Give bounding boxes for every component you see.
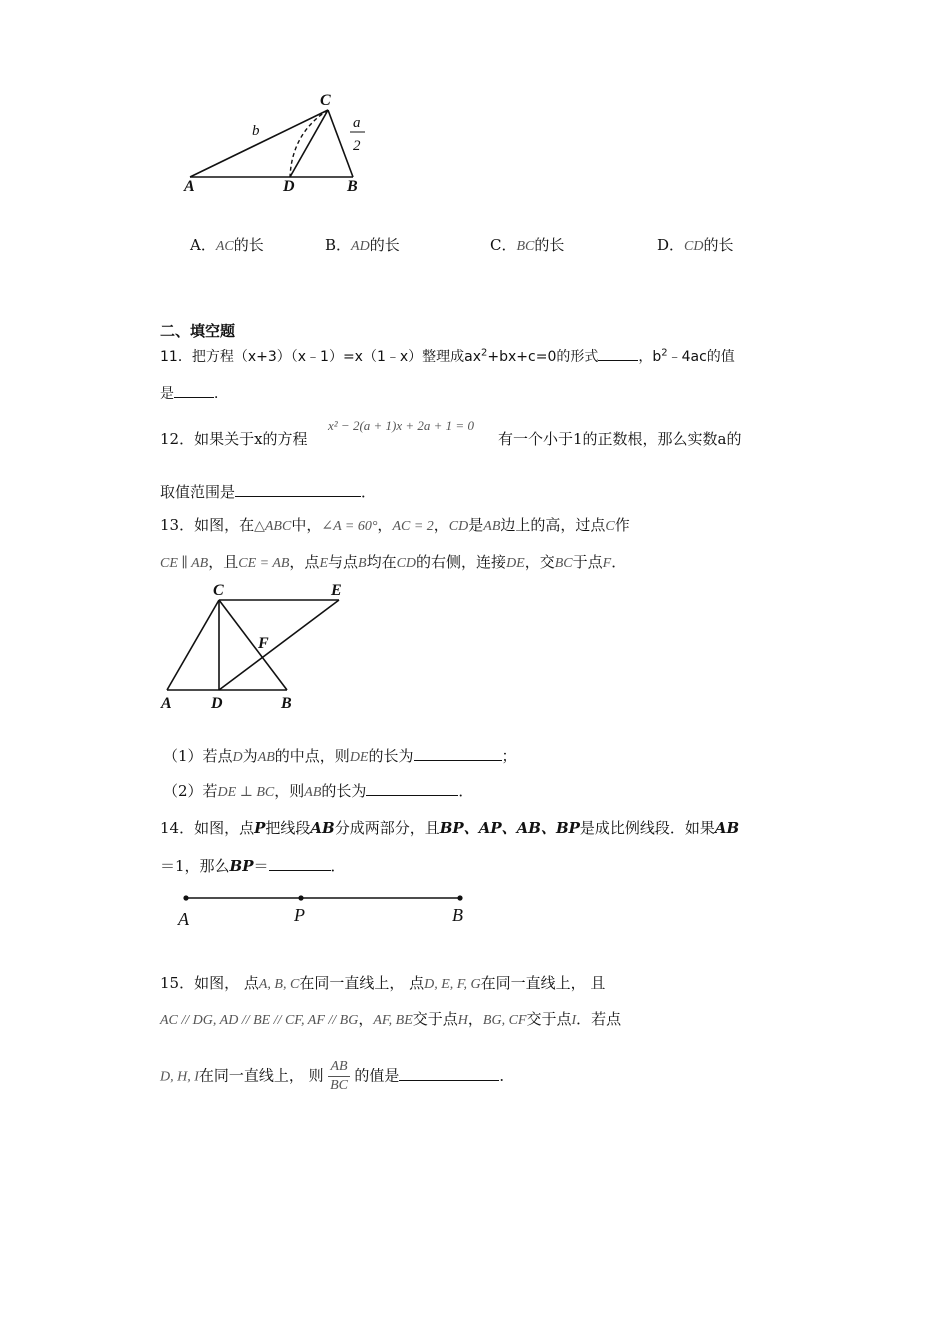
option-letter: A．	[190, 236, 216, 254]
q13-sub-t: 的长为	[368, 747, 414, 765]
q13-sub2	[163, 780, 473, 801]
q11-blank-2[interactable]	[174, 383, 214, 398]
q11-line1	[160, 346, 735, 366]
q15-number: 15．	[160, 974, 195, 992]
q14-point-b	[457, 895, 462, 900]
q10-option-c[interactable]	[490, 234, 564, 255]
q12-line1	[160, 428, 308, 449]
q13-m: DE	[506, 556, 525, 571]
q10-label-a-den: 2	[353, 138, 361, 154]
q13-sub-t: 为	[242, 747, 258, 765]
q10-label-d: D	[283, 178, 295, 195]
q13-m: AC = 2	[392, 519, 434, 534]
q13-sub-end: ；	[501, 747, 517, 765]
q11-text-2: +bx+c=0的形式	[487, 349, 599, 365]
q14-t: 分成两部分，且	[334, 819, 440, 837]
q10-option-b[interactable]	[325, 234, 400, 255]
q13-t: ，	[377, 516, 393, 534]
q12-text-a: 如果关于x的方程	[194, 430, 308, 448]
q13-sub-m: D	[232, 750, 243, 765]
option-letter: C．	[490, 236, 517, 254]
q13-m: E	[319, 556, 328, 571]
q11-sup-1: 2	[481, 347, 488, 359]
q11-text-3: ，b	[638, 349, 662, 365]
q15-fraction	[328, 1058, 349, 1095]
q15-blank[interactable]	[399, 1066, 499, 1081]
q13-sub-t: （2）若	[163, 782, 218, 800]
q15-frac-den: BC	[330, 1078, 348, 1093]
q13-blank-2[interactable]	[366, 781, 458, 796]
q14-m: AB	[714, 819, 740, 837]
q11-end: ．	[214, 386, 228, 402]
q14-blank[interactable]	[269, 856, 331, 871]
q13-line1	[160, 514, 630, 535]
q13-t: ，交	[524, 553, 555, 571]
q13-t: 的右侧，连接	[416, 553, 507, 571]
q13-sub-m: DE ⊥ BC	[217, 785, 275, 800]
q10-label-c: C	[320, 92, 331, 109]
q14-t: ＝1，那么	[160, 857, 230, 875]
q10-option-a[interactable]	[190, 234, 264, 255]
q14-t: 是成比例线段．如果	[579, 819, 715, 837]
q10-label-a-num: a	[353, 115, 361, 131]
q13-sub-t: 的长为	[321, 782, 367, 800]
q13-label-f: F	[258, 635, 269, 652]
q13-sub-m: AB	[257, 750, 275, 765]
q15-t: ，	[358, 1010, 374, 1028]
option-expr: AD	[351, 239, 370, 254]
q13-label-c: C	[213, 582, 224, 599]
q14-line1	[160, 817, 739, 838]
q10-label-b: B	[347, 178, 358, 195]
option-expr: BC	[516, 239, 535, 254]
q13-sub-m: AB	[304, 785, 322, 800]
q13-side-ac	[167, 600, 219, 690]
q10-label-side-b: b	[252, 123, 260, 139]
q11-text-4: ﹣4ac的值	[667, 349, 735, 365]
q13-m: CD	[448, 519, 469, 534]
option-expr: AC	[215, 239, 234, 254]
q15-m: D, H, I	[160, 1069, 199, 1085]
q14-label-a: A	[178, 909, 189, 929]
q14-segment-figure	[170, 888, 480, 933]
option-letter: D．	[657, 236, 685, 254]
q13-t: 如图，在	[194, 516, 255, 534]
q13-m: F	[602, 556, 612, 571]
q14-t: ＝	[253, 857, 269, 875]
q13-blank-1[interactable]	[414, 746, 502, 761]
option-suffix: 的长	[233, 236, 264, 254]
q13-t: 与点	[328, 553, 359, 571]
q13-m: ∠A = 60°	[321, 519, 378, 534]
q13-line2	[160, 551, 626, 572]
q15-m: AC // DG, AD // BE // CF, AF // BG	[160, 1013, 359, 1028]
q10-side-bc	[328, 110, 353, 177]
q14-end: ．	[330, 857, 346, 875]
q13-sub-m: DE	[349, 750, 369, 765]
q13-number: 13．	[160, 516, 195, 534]
q13-side-bc	[219, 600, 287, 690]
q13-t: 作	[614, 516, 630, 534]
q13-m: CE ∥ AB	[160, 556, 209, 571]
q14-t: 把线段	[265, 819, 311, 837]
q14-number: 14．	[160, 819, 195, 837]
q14-m: BP	[229, 857, 254, 875]
q15-t: 的值是	[354, 1066, 400, 1085]
q13-t: 均在	[366, 553, 397, 571]
q12-line2	[160, 481, 376, 502]
q13-t: 是	[468, 516, 484, 534]
option-suffix: 的长	[703, 236, 734, 254]
q15-line1	[160, 972, 605, 993]
q10-option-d[interactable]	[657, 234, 734, 255]
q13-sub1	[163, 745, 517, 766]
q13-sub-t: 的中点，则	[274, 747, 350, 765]
q11-blank-1[interactable]	[598, 346, 638, 361]
q13-label-b: B	[281, 695, 292, 712]
q15-t: ．若点	[576, 1010, 622, 1028]
q13-label-e: E	[331, 582, 342, 599]
option-letter: B．	[325, 236, 352, 254]
q14-line2	[160, 855, 346, 876]
q12-line2-text: 取值范围是	[160, 483, 236, 501]
q13-m: △ABC	[254, 519, 292, 534]
q15-line3	[160, 1058, 514, 1095]
q14-point-a	[183, 895, 188, 900]
option-suffix: 的长	[534, 236, 565, 254]
q12-text-b: 有一个小于1的正数根，那么实数a的	[498, 430, 742, 448]
q15-t: 交于点	[412, 1010, 458, 1028]
q13-sub-t: （1）若点	[163, 747, 233, 765]
q15-m: AF, BE	[373, 1013, 413, 1028]
option-expr: CD	[684, 239, 704, 254]
q10-triangle-figure	[170, 88, 380, 198]
q14-label-b: B	[452, 905, 463, 925]
q10-side-ac	[190, 110, 328, 177]
q15-frac-num: AB	[328, 1058, 349, 1077]
q12-end: ．	[361, 483, 377, 501]
q11-sup-2: 2	[661, 347, 668, 359]
q15-m: A, B, C	[258, 977, 300, 992]
q14-m: AB	[310, 819, 335, 837]
section-title: 二、填空题	[160, 322, 236, 340]
q11-number: 11．	[160, 349, 192, 365]
q13-t: 边上的高，过点	[500, 516, 606, 534]
q13-label-a: A	[161, 695, 172, 712]
q13-m: C	[605, 519, 615, 534]
q13-m: BC	[554, 556, 573, 571]
q15-m: D, E, F, G	[424, 977, 481, 992]
q12-number: 12．	[160, 430, 195, 448]
q13-t: ，	[433, 516, 449, 534]
q12-equation: x² − 2(a + 1)x + 2a + 1 = 0	[328, 418, 474, 433]
q12-blank[interactable]	[235, 482, 361, 497]
q15-t: 如图， 点	[194, 974, 259, 992]
q13-t: 中，	[291, 516, 322, 534]
q15-m: I	[571, 1013, 577, 1028]
q13-m: CE = AB	[238, 556, 290, 571]
q11-line2	[160, 383, 228, 403]
q13-sub-t: ，则	[274, 782, 305, 800]
q15-t: 在同一直线上， 则	[198, 1066, 324, 1085]
q13-m: CD	[396, 556, 417, 571]
q11-text-1: 把方程（x+3）（x﹣1）=x（1﹣x）整理成ax	[191, 349, 482, 365]
q15-t: ，	[467, 1010, 483, 1028]
q15-m: H	[457, 1013, 468, 1028]
q14-point-p	[298, 895, 303, 900]
q11-text-5: 是	[160, 386, 174, 402]
q15-t: 交于点	[526, 1010, 572, 1028]
q13-m: B	[358, 556, 367, 571]
q13-t: ．	[611, 553, 627, 571]
q13-t: ，且	[208, 553, 239, 571]
q14-t: 如图，点	[194, 819, 255, 837]
q13-geometry-figure	[155, 580, 355, 715]
q13-label-d: D	[211, 695, 223, 712]
q14-m: P	[254, 819, 266, 837]
q14-m: BP、AP、AB、BP	[439, 819, 580, 837]
q15-end: ．	[499, 1066, 515, 1085]
q13-sub-end: ．	[458, 782, 474, 800]
q14-label-p: P	[294, 905, 305, 925]
q13-t: ，点	[289, 553, 320, 571]
q15-t: 在同一直线上， 且	[480, 974, 606, 992]
q15-t: 在同一直线上， 点	[299, 974, 425, 992]
option-suffix: 的长	[369, 236, 400, 254]
q15-line2	[160, 1008, 621, 1029]
q15-m: BG, CF	[482, 1013, 527, 1028]
q10-label-a: A	[184, 178, 195, 195]
q13-t: 于点	[572, 553, 603, 571]
q13-segment-de	[219, 600, 339, 690]
q13-m: AB	[483, 519, 501, 534]
